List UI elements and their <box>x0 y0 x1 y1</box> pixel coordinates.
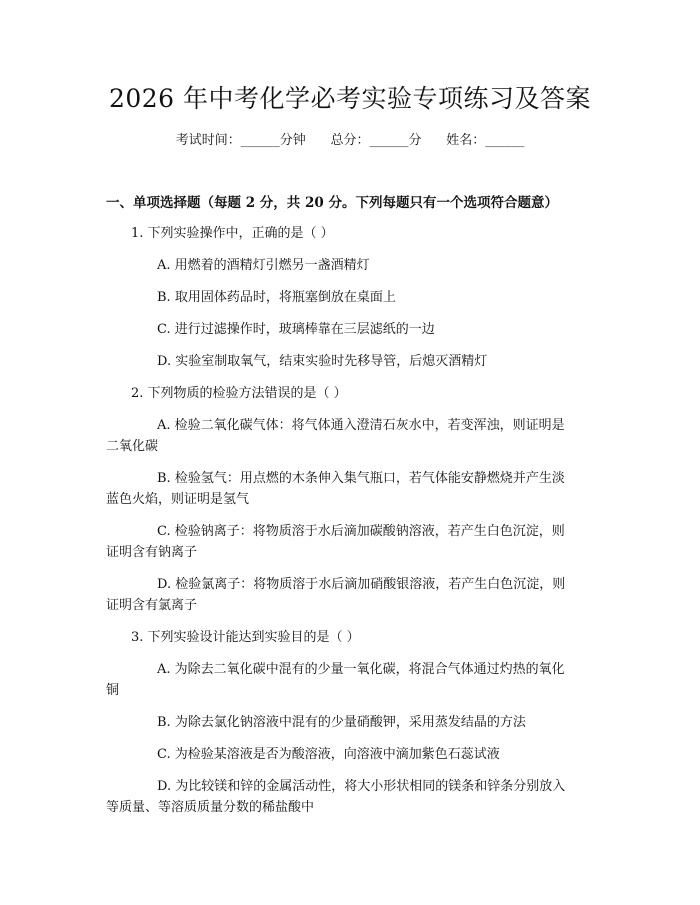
answer-option: D. 检验氯离子：将物质溶于水后滴加硝酸银溶液，若产生白色沉淀，则 <box>157 577 566 592</box>
answer-option: C. 检验钠离子：将物质溶于水后滴加碳酸钠溶液，若产生白色沉淀，则 <box>157 524 565 539</box>
question-stem: 2. 下列物质的检验方法错误的是（ ） <box>131 386 347 401</box>
answer-option-continuation: 证明含有钠离子 <box>106 545 198 560</box>
section-heading: 一、单项选择题（每题 2 分，共 20 分。下列每题只有一个选项符合题意） <box>106 195 558 211</box>
answer-option: A. 为除去二氧化碳中混有的少量一氧化碳，将混合气体通过灼热的氧化 <box>157 662 565 677</box>
answer-option-continuation: 二氧化碳 <box>106 439 159 454</box>
page-title: 2026 年中考化学必考实验专项练习及答案 <box>108 84 592 113</box>
answer-option-continuation: 铜 <box>106 683 120 698</box>
answer-option: A. 用燃着的酒精灯引燃另一盏酒精灯 <box>157 258 370 273</box>
answer-option-continuation: 等质量、等溶质质量分数的稀盐酸中 <box>106 800 315 815</box>
question-stem: 3. 下列实验设计能达到实验目的是（ ） <box>131 630 360 645</box>
answer-option: D. 实验室制取氧气，结束实验时先移导管，后熄灭酒精灯 <box>157 354 488 369</box>
answer-option: D. 为比较镁和锌的金属活动性，将大小形状相同的镁条和锌条分别放入 <box>157 779 566 794</box>
answer-option-continuation: 蓝色火焰，则证明是氢气 <box>106 492 250 507</box>
answer-option: B. 取用固体药品时，将瓶塞倒放在桌面上 <box>157 290 396 305</box>
exam-meta-line: 考试时间：______分钟 总分：______分 姓名：______ <box>175 133 525 148</box>
answer-option: B. 为除去氯化钠溶液中混有的少量硝酸钾，采用蒸发结晶的方法 <box>157 715 526 730</box>
answer-option-continuation: 证明含有氯离子 <box>106 598 198 613</box>
answer-option: A. 检验二氧化碳气体：将气体通入澄清石灰水中，若变浑浊，则证明是 <box>157 418 565 433</box>
answer-option: C. 进行过滤操作时，玻璃棒靠在三层滤纸的一边 <box>157 322 435 337</box>
answer-option: B. 检验氢气：用点燃的木条伸入集气瓶口，若气体能安静燃烧并产生淡 <box>157 471 565 486</box>
answer-option: C. 为检验某溶液是否为酸溶液，向溶液中滴加紫色石蕊试液 <box>157 747 500 762</box>
question-stem: 1. 下列实验操作中，正确的是（ ） <box>131 226 334 241</box>
